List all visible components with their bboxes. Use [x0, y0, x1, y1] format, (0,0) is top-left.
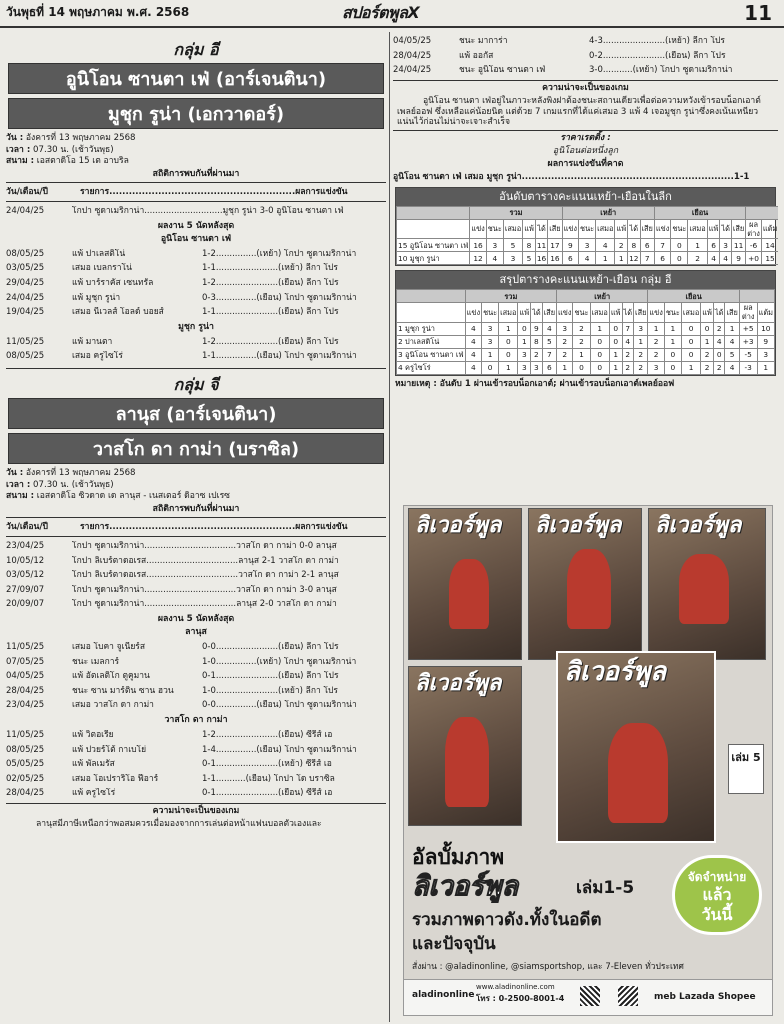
available-badge: จัดจำหน่าย แล้ว วันนี้: [672, 855, 762, 935]
stat-cell: 7: [542, 348, 556, 361]
team-cell: 2 ปาเลสติโน่: [397, 335, 466, 348]
stat-cell: 0: [681, 335, 700, 348]
result-row: 11/05/25 แพ้ วิตอเรีย 1-2.......................(เยือน) ซีรีส์ เอ: [6, 729, 333, 740]
stat-cell: 7: [654, 239, 670, 252]
last5-list-e2: [6, 335, 386, 364]
stat-cell: 4: [579, 252, 596, 265]
column-header: ผลต่าง: [747, 219, 760, 238]
stat-cell: 9: [731, 252, 745, 265]
column-header: เสีย: [548, 219, 562, 239]
group-header: เหย้า: [557, 290, 648, 303]
qr-code-icon[interactable]: [618, 986, 638, 1006]
stat-cell: 1: [664, 322, 681, 335]
column-header: ชนะ: [579, 219, 596, 239]
match-day: วัน : อังคารที่ 13 พฤษภาคม 2568: [6, 133, 136, 143]
stat-cell: 1: [518, 335, 531, 348]
stat-cell: 0: [681, 322, 700, 335]
stat-cell: 6: [707, 239, 720, 252]
stat-cell: 5: [725, 348, 739, 361]
stat-cell: 1: [701, 335, 714, 348]
standings-row: [397, 348, 775, 361]
stat-cell: 1: [648, 322, 664, 335]
column-header: แต้ม: [757, 303, 774, 323]
h2h-row: 10/05/12 โกปา ลิเบร์ตาดอเรส..................................ลานุส 2-1 วาสโก ดา กาม่า: [6, 555, 339, 566]
standings-row: [397, 361, 775, 374]
stat-cell: +5: [739, 322, 757, 335]
stat-cell: 0: [518, 322, 531, 335]
result-row: 28/04/25 ชนะ ซาน มาร์ติน ซาน ฮวน 1-0.......................(เหย้า) ลีกา โปร: [6, 685, 338, 696]
column-header: เสมอ: [499, 303, 518, 323]
column-header: ชนะ: [486, 219, 503, 239]
h2h-list-g: [6, 539, 386, 612]
h2h-row: 20/09/07 โกปา ซูดาเมริกาน่า..................................ลานุส 2-0 วาสโก ดา กาม่า: [6, 599, 337, 610]
stat-cell: 2: [622, 361, 634, 374]
stat-cell: 1: [757, 361, 774, 374]
stat-cell: 1: [590, 322, 609, 335]
stat-cell: 12: [628, 252, 640, 265]
newspaper-logo: สปอร์ตพูลX: [342, 3, 420, 22]
column-header: แข่ง: [648, 303, 664, 323]
page-header: [0, 0, 784, 28]
stat-cell: 16: [535, 252, 547, 265]
last5-list-e1: [6, 247, 386, 320]
group-table-title: สรุปตารางคะแนนเหย้า-เยือน กลุ่ม อี: [396, 271, 775, 289]
stat-cell: 3: [486, 239, 503, 252]
stat-cell: 4: [465, 322, 481, 335]
table-note: หมายเหตุ : อันดับ 1 ผ่านเข้ารอบน็อกเอาต์; ผ่านเข้ารอบน็อกเอาต์เพลย์ออฟ: [395, 378, 675, 389]
stat-cell: 4: [720, 252, 732, 265]
stat-cell: -6: [746, 239, 762, 252]
liverpool-album-ad[interactable]: [403, 505, 773, 1016]
column-divider: [389, 32, 390, 1022]
stat-cell: 0: [664, 348, 681, 361]
stat-cell: 4: [713, 335, 725, 348]
stat-cell: 7: [640, 252, 654, 265]
prediction-title: ผลการแข่งขันที่คาด: [547, 158, 624, 169]
stat-cell: 2: [634, 361, 648, 374]
stat-cell: 3: [482, 335, 499, 348]
column-header: แพ้: [609, 303, 622, 323]
column-header: ชนะ: [664, 303, 681, 323]
result-row: 08/05/25 แพ้ ปาเลสติโน่ 1-2...............(เหย้า) โกปา ซูดาเมริกาน่า: [6, 248, 357, 259]
match-time: เวลา : 07.30 น. (เช้าวันพุธ): [6, 144, 114, 155]
standings-row: [397, 335, 775, 348]
h2h-row: 24/04/25 โกปา ซูดาเมริกาน่า.............................มูชุก รูน่า 3-0 อูนิโอน ซานตา เฟ่: [6, 206, 344, 217]
column-header: แพ้: [523, 219, 536, 239]
album-cover-5: ลิเวอร์พูล: [556, 651, 716, 843]
team1-short: อูนิโอน ซานตา เฟ่: [160, 233, 232, 244]
stat-cell: 15: [761, 252, 778, 265]
column-header: เสีย: [634, 303, 648, 323]
stat-cell: 11: [731, 239, 745, 252]
stat-cell: 7: [622, 322, 634, 335]
ad-line3: รวมภาพดาวดัง.ทั้งในอดีต: [412, 910, 602, 930]
stat-cell: 1: [573, 348, 590, 361]
stat-cell: 4: [725, 335, 739, 348]
team-cell: 10 มูชุก รูน่า: [397, 252, 470, 265]
h2h-title: สถิติการพบกันที่ผ่านมา: [152, 169, 240, 180]
album-cover-2: ลิเวอร์พูล: [528, 508, 642, 660]
stat-cell: 0: [590, 335, 609, 348]
stat-cell: 2: [557, 335, 573, 348]
h2h-header-g: วัน/เดือน/ปี รายการ.........................................................ผลการแข่งขัน: [6, 521, 348, 532]
stat-cell: 0: [499, 335, 518, 348]
group-header: รวม: [470, 206, 562, 219]
column-header: แพ้: [518, 303, 531, 323]
group-g-title: กลุ่ม จี: [173, 374, 219, 394]
column-header: เสมอ: [596, 219, 615, 239]
stat-cell: 5: [523, 252, 536, 265]
team-cell: 4 ครูไซโร่: [397, 361, 466, 374]
stat-cell: 1: [664, 335, 681, 348]
stat-cell: 2: [648, 348, 664, 361]
stat-cell: 4: [486, 252, 503, 265]
result-row: 19/04/25 เสมอ นีเวลส์ โอลด์ บอยส์ 1-1.......................(เยือน) ลีกา โปร: [6, 307, 339, 318]
stat-cell: 5: [503, 239, 522, 252]
price-title: ราคาเรตติ้ง :: [560, 132, 611, 143]
standings-row: [397, 252, 779, 265]
league-table: [395, 187, 776, 267]
stat-cell: 4: [465, 348, 481, 361]
column-header: ชนะ: [671, 219, 688, 239]
stat-cell: 4: [707, 252, 720, 265]
column-header: เสีย: [725, 303, 739, 323]
album-cover-4: ลิเวอร์พูล: [408, 666, 522, 826]
chance-text: อูนิโอน ซานตา เฟ่อยู่ในภาวะหลังพิงฝาต้องชนะสถานเดียวเพื่อต่อความหวังเข้ารอบน็อกเอาต์เพลย์ออฟ ซึ่งเหลือแค่น้อยนิด แต่ด้วย 7 เกมแรกที่ได้แค่เสมอ 3 แพ้ 4 เจอมูชุก รูน่าซึ่งคงเน้นเหนียวแน่นไว้ก่อนไม่น่าจะเจาะสำเร็จ: [397, 95, 761, 128]
stat-cell: 0: [609, 335, 622, 348]
result-row: 03/05/25 เสมอ เบลกราโน่ 1-1.......................(เหย้า) ลีกา โปร: [6, 263, 338, 274]
stat-cell: 6: [640, 239, 654, 252]
ad-line1: อัลบั้มภาพ: [412, 845, 505, 869]
column-header: ผลต่าง: [739, 303, 757, 323]
stat-cell: 2: [622, 348, 634, 361]
group-g-team1: ลานุส (อาร์เจนตินา): [8, 398, 384, 429]
match-time-g: เวลา : 07.30 น. (เช้าวันพุธ): [6, 479, 114, 490]
ad-line2: ลิเวอร์พูล: [412, 871, 518, 902]
left-column: [6, 34, 386, 1022]
stat-cell: 2: [701, 361, 714, 374]
stat-cell: 3: [482, 322, 499, 335]
team2-short-g: วาสโก ดา กาม่า: [164, 714, 228, 725]
column-header: แต้ม: [761, 219, 778, 239]
column-header: เสีย: [640, 219, 654, 239]
stat-cell: 0: [681, 348, 700, 361]
h2h-list-e: [6, 204, 386, 219]
stat-cell: 16: [548, 252, 562, 265]
stat-cell: 0: [590, 361, 609, 374]
stat-cell: 1: [482, 348, 499, 361]
stat-cell: 4: [465, 335, 481, 348]
column-header: ได้: [622, 303, 634, 323]
group-header: เหย้า: [562, 206, 654, 219]
column-header: แข่ง: [654, 219, 670, 239]
standings-row: [397, 239, 779, 252]
album-cover-3: ลิเวอร์พูล: [648, 508, 766, 660]
stat-cell: 1: [609, 348, 622, 361]
stat-cell: 0: [590, 348, 609, 361]
group-e-team2: มูชุก รูน่า (เอกวาดอร์): [8, 98, 384, 129]
group-standings: [396, 289, 775, 375]
result-row: 02/05/25 เสมอ โอเปราริโอ ฟีอาร์ 1-1...........(เยือน) โกปา โด บราซิล: [6, 773, 335, 784]
result-row: 24/04/25 ชนะ อูนิโอน ซานตา เฟ่ 3-0...........(เหย้า) โกปา ซูดาเมริกาน่า: [393, 65, 733, 76]
column-header: แพ้: [615, 219, 628, 239]
stat-cell: 2: [648, 335, 664, 348]
stat-cell: 4: [542, 322, 556, 335]
website: www.aladinonline.com: [476, 983, 555, 991]
brand-name: aladinonline: [412, 990, 475, 1000]
match-venue-g: สนาม : เอสตาดิโอ ซิวดาด เด ลานุส - เนสเตอร์ ดิอาซ เปเรซ: [6, 491, 231, 502]
stat-cell: 8: [531, 335, 543, 348]
last5-list-cont: [393, 34, 778, 78]
stat-cell: -3: [739, 361, 757, 374]
result-row: 05/05/25 แพ้ พัลเมรัส 0-1.......................(เหย้า) ซีรีส์ เอ: [6, 759, 332, 770]
stat-cell: -5: [739, 348, 757, 361]
last5-list-g1: [6, 640, 386, 713]
stat-cell: 0: [573, 361, 590, 374]
h2h-title-g: สถิติการพบกันที่ผ่านมา: [152, 504, 240, 515]
stat-cell: 2: [634, 348, 648, 361]
stat-cell: 1: [499, 322, 518, 335]
stat-cell: 1: [609, 361, 622, 374]
stat-cell: 8: [523, 239, 536, 252]
ad-volumes: เล่ม1-5: [576, 878, 635, 898]
column-header: เสมอ: [688, 219, 707, 239]
stat-cell: 0: [482, 361, 499, 374]
stat-cell: 9: [757, 335, 774, 348]
stat-cell: 1: [596, 252, 615, 265]
h2h-row: 27/09/07 โกปา ซูดาเมริกาน่า..................................วาสโก ดา กาม่า 3-0 ลานุส: [6, 584, 337, 595]
league-table-title: อันดับตารางคะแนนเหย้า-เยือนในลีก: [396, 188, 775, 206]
column-header: เสมอ: [681, 303, 700, 323]
shop-logos: meb Lazada Shopee: [654, 992, 756, 1002]
column-header: ได้: [535, 219, 547, 239]
match-day-g: วัน : อังคารที่ 13 พฤษภาคม 2568: [6, 467, 136, 478]
stat-cell: 6: [542, 361, 556, 374]
issue-date: วันพุธที่ 14 พฤษภาคม พ.ศ. 2568: [6, 5, 190, 19]
stat-cell: 6: [562, 252, 578, 265]
stat-cell: 6: [654, 252, 670, 265]
column-header: ได้: [713, 303, 725, 323]
stat-cell: 0: [713, 348, 725, 361]
result-row: 04/05/25 ชนะ มาการ่า 4-3.......................(เหย้า) ลีกา โปร: [393, 35, 725, 46]
h2h-row: 23/04/25 โกปา ซูดาเมริกาน่า..................................วาสโก ดา กาม่า 0-0 ลานุส: [6, 541, 337, 552]
stat-cell: 1: [634, 335, 648, 348]
column-header: เสมอ: [590, 303, 609, 323]
stat-cell: 4: [622, 335, 634, 348]
group-g-team2: วาสโก ดา กาม่า (บราซิล): [8, 433, 384, 464]
stat-cell: 3: [518, 348, 531, 361]
group-header: เยือน: [648, 290, 739, 303]
team1-short-g: ลานุส: [185, 627, 207, 638]
column-header: เสีย: [542, 303, 556, 323]
stat-cell: 2: [573, 335, 590, 348]
stat-cell: 0: [671, 252, 688, 265]
result-row: 24/04/25 แพ้ มูชุก รูน่า 0-3...............(เยือน) โกปา ซูดาเมริกาน่า: [6, 292, 357, 303]
stat-cell: 2: [713, 322, 725, 335]
phone: โทร : 0-2500-8001-4: [476, 994, 565, 1003]
stat-cell: 1: [557, 361, 573, 374]
stat-cell: 0: [609, 322, 622, 335]
stat-cell: 4: [596, 239, 615, 252]
stat-cell: 17: [548, 239, 562, 252]
stat-cell: 2: [615, 239, 628, 252]
result-row: 29/04/25 แพ้ บาร์ราคัส เซนทรัล 1-2.......................(เยือน) ลีกา โปร: [6, 277, 339, 288]
chance-title-g: ความน่าจะเป็นของเกม: [152, 805, 240, 816]
team-cell: 1 มูชุก รูน่า: [397, 322, 466, 335]
stat-cell: 3: [634, 322, 648, 335]
stat-cell: 5: [542, 335, 556, 348]
album-cover-1: ลิเวอร์พูล: [408, 508, 522, 660]
stat-cell: 3: [648, 361, 664, 374]
stat-cell: 3: [531, 361, 543, 374]
result-row: 23/04/25 เสมอ วาสโก ดา กาม่า 0-0...............(เยือน) โกปา ซูดาเมริกาน่า: [6, 700, 357, 711]
volume-tag: เล่ม 5: [728, 744, 764, 794]
ad-footer: [404, 979, 773, 1015]
stat-cell: 1: [499, 361, 518, 374]
group-e-team1: อูนิโอน ซานตา เฟ่ (อาร์เจนตินา): [8, 63, 384, 94]
league-standings: [396, 206, 778, 266]
stat-cell: 0: [701, 322, 714, 335]
group-table: [395, 270, 776, 376]
chance-text-g: ลานุสมีภาษีเหนือกว่าพอสมควรเมื่อมองจากการเล่นต่อหน้าแฟนบอลตัวเองและ: [36, 818, 322, 829]
stat-cell: 2: [688, 252, 707, 265]
stat-cell: +0: [746, 252, 762, 265]
stat-cell: 2: [557, 348, 573, 361]
stat-cell: 1: [681, 361, 700, 374]
result-row: 28/04/25 แพ้ ครูไซโร่ 0-1.......................(เยือน) ซีรีส์ เอ: [6, 788, 333, 799]
stat-cell: 2: [701, 348, 714, 361]
chance-title: ความน่าจะเป็นของเกม: [542, 82, 629, 93]
stat-cell: 9: [562, 239, 578, 252]
stat-cell: 8: [628, 239, 640, 252]
stat-cell: 14: [761, 239, 778, 252]
stat-cell: 1: [688, 239, 707, 252]
stat-cell: 1: [615, 252, 628, 265]
stat-cell: 12: [470, 252, 486, 265]
h2h-row: 03/05/12 โกปา ลิเบร์ตาดอเรส..................................วาสโก ดา กาม่า 2-1 ลานุส: [6, 570, 339, 581]
stat-cell: 16: [470, 239, 486, 252]
team2-short: มูชุก รูน่า: [178, 321, 214, 332]
column-header: ได้: [531, 303, 543, 323]
result-row: 04/05/25 แพ้ อัตเลติโก ตูคูมาน 0-1.......................(เยือน) ลีกา โปร: [6, 671, 339, 682]
column-header: แข่ง: [465, 303, 481, 323]
h2h-header: วัน/เดือน/ปี รายการ.........................................................ผลการแข่งขัน: [6, 186, 348, 197]
column-header: ชนะ: [482, 303, 499, 323]
column-header: ได้: [720, 219, 732, 239]
stat-cell: 10: [757, 322, 774, 335]
stat-cell: +3: [739, 335, 757, 348]
match-venue: สนาม : เอสตาดิโอ 15 เต อาบริล: [6, 156, 129, 167]
stat-cell: 2: [573, 322, 590, 335]
column-header: แข่ง: [557, 303, 573, 323]
stat-cell: 1: [725, 322, 739, 335]
result-row: 28/04/25 แพ้ ออกัส 0-2.......................(เยือน) ลีกา โปร: [393, 50, 726, 61]
stat-cell: 3: [518, 361, 531, 374]
stat-cell: 2: [713, 361, 725, 374]
stat-cell: 9: [531, 322, 543, 335]
group-e-title: กลุ่ม อี: [173, 40, 219, 59]
column-header: ได้: [628, 219, 640, 239]
result-row: 07/05/25 ชนะ เมลการ์ 1-0...............(เหย้า) โกปา ซูดาเมริกาน่า: [6, 656, 357, 667]
stat-cell: 2: [531, 348, 543, 361]
last5-list-g2: [6, 728, 386, 801]
column-header: แข่ง: [470, 219, 486, 239]
column-header: แพ้: [707, 219, 720, 239]
last5-title-g: ผลงาน 5 นัดหลังสุด: [157, 614, 235, 625]
stat-cell: 3: [503, 252, 522, 265]
group-header: รวม: [465, 290, 556, 303]
ad-line4: และปัจจุบัน: [412, 934, 496, 954]
stat-cell: 3: [757, 348, 774, 361]
result-row: 11/05/25 เสมอ โบคา จูเนียร์ส 0-0.......................(เยือน) ลีกา โปร: [6, 642, 339, 652]
team-cell: 3 อูนิโอน ซานตา เฟ่: [397, 348, 466, 361]
order-info: สั่งผ่าน : @aladinonline, @siamsportshop, และ 7-Eleven ทั่วประเทศ: [412, 962, 684, 972]
prediction: อูนิโอน ซานตา เฟ่ เสมอ มูชุก รูน่า.................................................................1-1: [393, 171, 750, 182]
stat-cell: 0: [499, 348, 518, 361]
stat-cell: 0: [671, 239, 688, 252]
result-row: 08/05/25 แพ้ ปวยร์โต้ กาเบโย่ 1-4...............(เยือน) โกปา ซูดาเมริกาน่า: [6, 744, 357, 755]
column-header: ชนะ: [573, 303, 590, 323]
result-row: 08/05/25 เสมอ ครูไซโร่ 1-1...............(เยือน) โกปา ซูดาเมริกาน่า: [6, 351, 357, 362]
team-cell: 15 อูนิโอน ซานตา เฟ่: [397, 239, 470, 252]
last5-title: ผลงาน 5 นัดหลังสุด: [157, 220, 235, 231]
stat-cell: 3: [579, 239, 596, 252]
page-number: 11: [744, 1, 772, 25]
stat-cell: 4: [725, 361, 739, 374]
result-row: 11/05/25 แพ้ มานตา 1-2.......................(เยือน) ลีกา โปร: [6, 336, 339, 347]
column-header: แข่ง: [562, 219, 578, 239]
column-header: เสมอ: [503, 219, 522, 239]
column-header: เสีย: [731, 219, 745, 239]
stat-cell: 3: [557, 322, 573, 335]
group-header: เยือน: [654, 206, 745, 219]
price-value: อูนิโอนต่อหนึ่งลูก: [552, 145, 619, 156]
standings-row: [397, 322, 775, 335]
column-header: แพ้: [701, 303, 714, 323]
qr-code-icon[interactable]: [580, 986, 600, 1006]
stat-cell: 0: [664, 361, 681, 374]
stat-cell: 11: [535, 239, 547, 252]
stat-cell: 4: [465, 361, 481, 374]
stat-cell: 3: [720, 239, 732, 252]
